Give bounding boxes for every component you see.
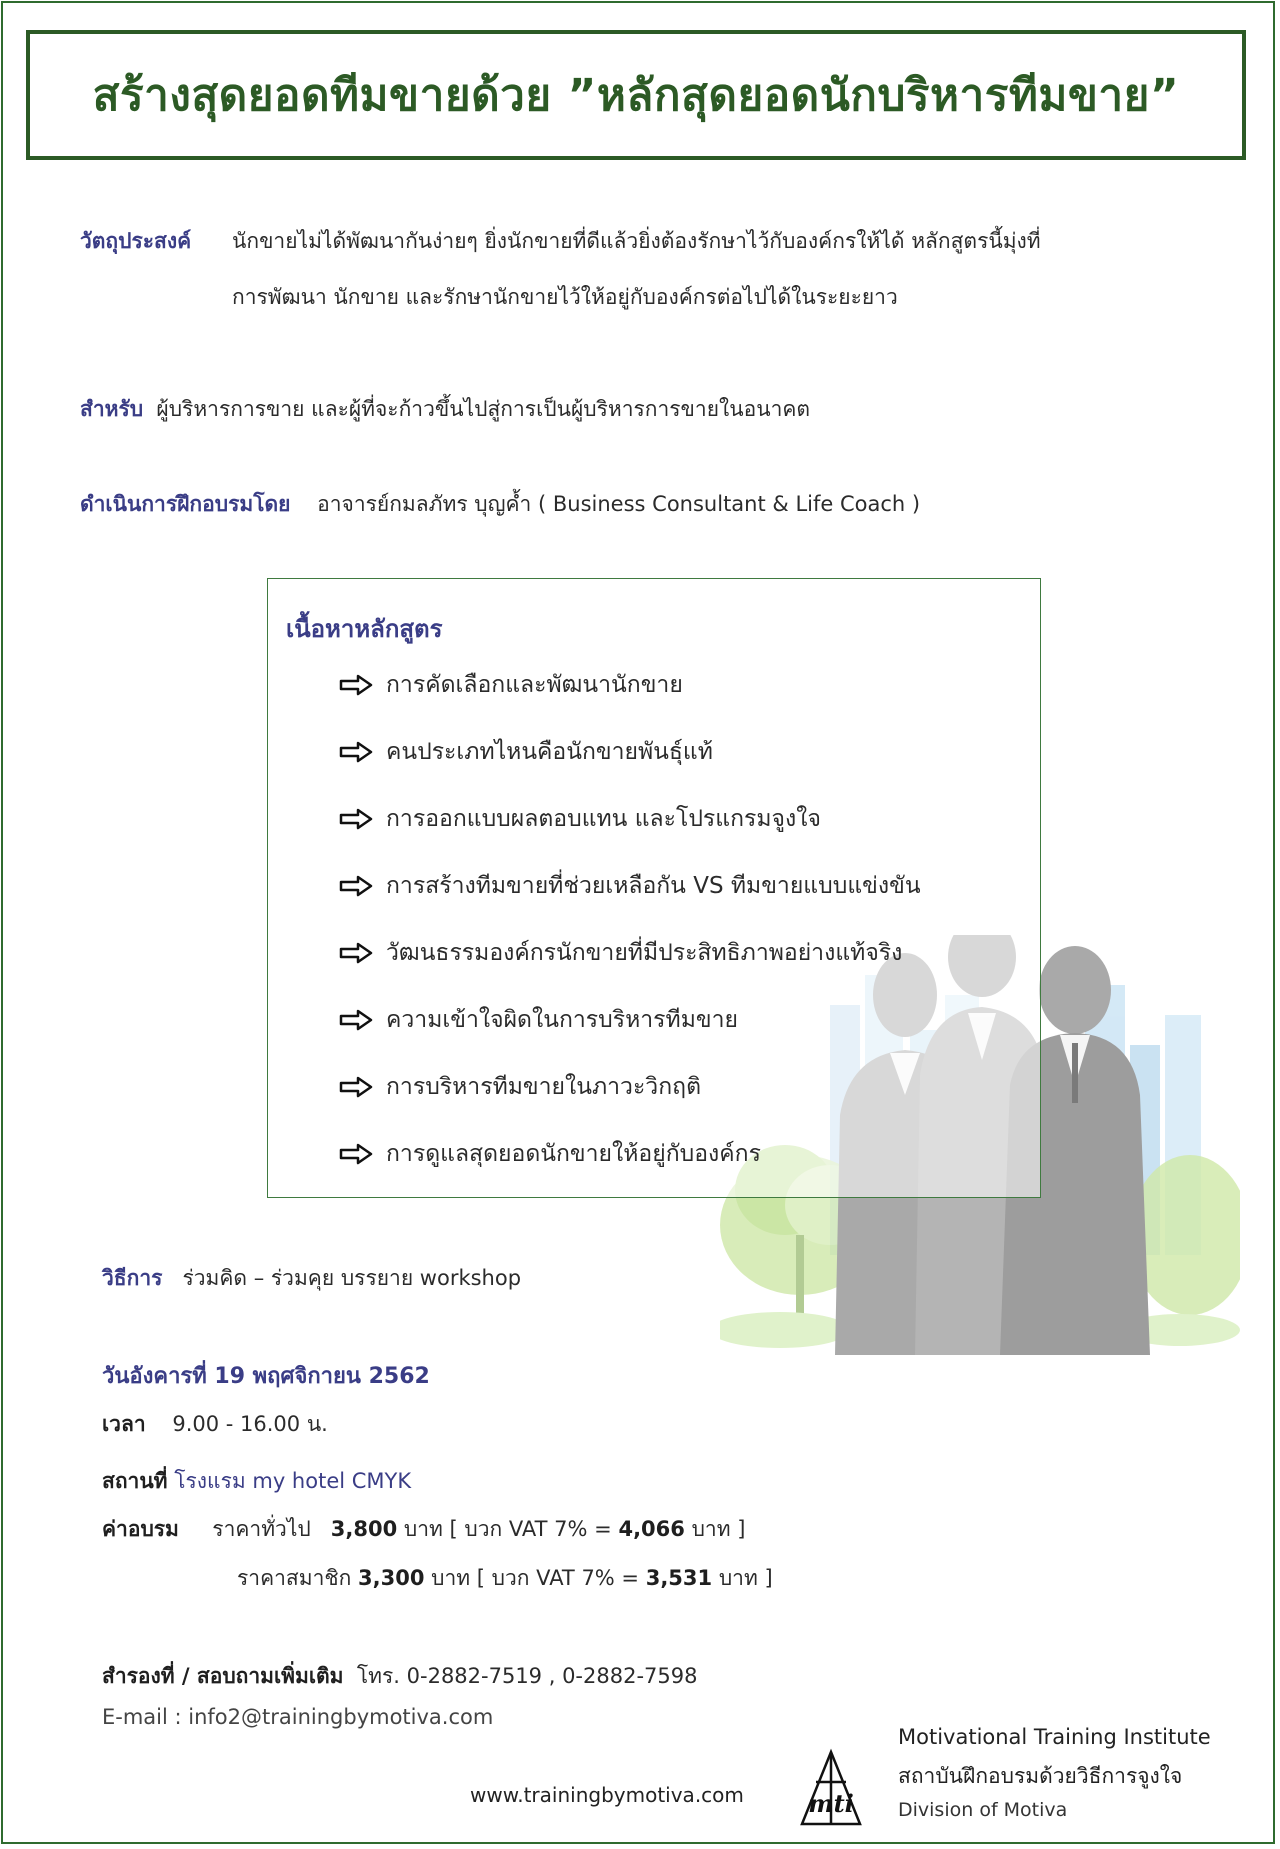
contact-section bbox=[102, 1660, 697, 1693]
fee-member-price: 3,300 bbox=[358, 1566, 425, 1590]
objective-label: วัตถุประสงค์ bbox=[80, 229, 192, 253]
course-topic bbox=[338, 868, 921, 904]
method-section bbox=[102, 1262, 521, 1295]
contact-label: สำรองที่ / สอบถามเพิ่มเติม bbox=[102, 1664, 344, 1688]
method-value: ร่วมคิด – ร่วมคุย บรรยาย workshop bbox=[182, 1266, 522, 1290]
fee-general-total: 4,066 bbox=[618, 1517, 685, 1541]
course-topic-text: วัฒนธรรมองค์กรนักขายที่มีประสิทธิภาพอย่างแท้จริง bbox=[386, 940, 903, 966]
course-topic-text: การออกแบบผลตอบแทน และโปรแกรมจูงใจ bbox=[386, 806, 821, 832]
contact-phones: โทร. 0-2882-7519 , 0-2882-7598 bbox=[356, 1664, 698, 1688]
arrow-right-icon bbox=[338, 1075, 374, 1099]
objective-section bbox=[80, 225, 1200, 309]
institute-division: Division of Motiva bbox=[898, 1799, 1068, 1821]
fee-member-row bbox=[237, 1562, 773, 1595]
arrow-right-icon bbox=[338, 807, 374, 831]
fee-label: ค่าอบรม bbox=[102, 1517, 179, 1541]
venue-label: สถานที่ bbox=[102, 1469, 168, 1493]
objective-line-2: การพัฒนา นักขาย และรักษานักขายไว้ให้อยู่กับองค์กรต่อไปได้ในระยะยาว bbox=[232, 285, 898, 309]
event-date: วันอังคารที่ 19 พฤศจิกายน 2562 bbox=[102, 1364, 430, 1389]
fee-general-vat-prefix: บาท [ บวก VAT 7% = bbox=[403, 1517, 612, 1541]
time-section bbox=[102, 1408, 328, 1441]
fee-general-label: ราคาทั่วไป bbox=[212, 1517, 311, 1541]
time-value: 9.00 - 16.00 น. bbox=[172, 1412, 328, 1436]
course-topic-text: คนประเภทไหนคือนักขายพันธุ์แท้ bbox=[386, 739, 713, 765]
course-content-title: เนื้อหาหลักสูตร bbox=[286, 615, 443, 643]
audience-label: สำหรับ bbox=[80, 397, 144, 421]
course-topic bbox=[338, 1136, 761, 1172]
fee-general-row bbox=[102, 1513, 745, 1546]
website-link[interactable]: www.trainingbymotiva.com bbox=[470, 1783, 744, 1807]
trainer-section bbox=[80, 488, 920, 521]
fee-general-price: 3,800 bbox=[330, 1517, 398, 1541]
method-label: วิธีการ bbox=[102, 1266, 163, 1290]
arrow-right-icon bbox=[338, 740, 374, 764]
logo-text: mti bbox=[808, 1789, 854, 1818]
mti-logo bbox=[798, 1748, 864, 1828]
fee-member-vat-prefix: บาท [ บวก VAT 7% = bbox=[431, 1566, 640, 1590]
contact-email[interactable]: E-mail : info2@trainingbymotiva.com bbox=[102, 1705, 494, 1729]
course-topic-text: การสร้างทีมขายที่ช่วยเหลือกัน VS ทีมขายแบบแข่งขัน bbox=[386, 873, 921, 899]
audience-value: ผู้บริหารการขาย และผู้ที่จะก้าวขึ้นไปสู่การเป็นผู้บริหารการขายในอนาคต bbox=[156, 397, 811, 421]
institute-name-th: สถาบันฝึกอบรมด้วยวิธีการจูงใจ bbox=[898, 1764, 1183, 1788]
page-title: สร้างสุดยอดทีมขายด้วย ”หลักสุดยอดนักบริหารทีมขาย” bbox=[92, 70, 1180, 121]
course-topic-text: ความเข้าใจผิดในการบริหารทีมขาย bbox=[386, 1007, 738, 1033]
course-topic bbox=[338, 1002, 738, 1038]
arrow-right-icon bbox=[338, 941, 374, 965]
course-topic bbox=[338, 667, 683, 703]
time-label: เวลา bbox=[102, 1412, 146, 1436]
course-topic bbox=[338, 734, 713, 770]
course-topic bbox=[338, 801, 821, 837]
institute-name-en: Motivational Training Institute bbox=[898, 1725, 1211, 1749]
arrow-right-icon bbox=[338, 1008, 374, 1032]
fee-member-total: 3,531 bbox=[645, 1566, 713, 1590]
arrow-right-icon bbox=[338, 1142, 374, 1166]
objective-line-1: นักขายไม่ได้พัฒนากันง่ายๆ ยิ่งนักขายที่ดีแล้วยิ่งต้องรักษาไว้กับองค์กรให้ได้ หลักสูตรนี้มุ่งที่ bbox=[232, 229, 1041, 253]
arrow-right-icon bbox=[338, 874, 374, 898]
course-topic-text: การคัดเลือกและพัฒนานักขาย bbox=[386, 672, 683, 698]
trainer-value: อาจารย์กมลภัทร บุญค้ำ ( Business Consultant & Life Coach ) bbox=[317, 492, 921, 516]
course-content-box bbox=[267, 578, 1041, 1198]
fee-member-suffix: บาท ] bbox=[718, 1566, 773, 1590]
arrow-right-icon bbox=[338, 673, 374, 697]
venue-value: โรงแรม my hotel CMYK bbox=[174, 1469, 412, 1493]
audience-section bbox=[80, 393, 810, 426]
course-topic-text: การบริหารทีมขายในภาวะวิกฤติ bbox=[386, 1074, 702, 1100]
course-topic-text: การดูแลสุดยอดนักขายให้อยู่กับองค์กร bbox=[386, 1141, 761, 1167]
trainer-label: ดำเนินการฝึกอบรมโดย bbox=[80, 492, 291, 516]
fee-member-label: ราคาสมาชิก bbox=[237, 1566, 352, 1590]
venue-section bbox=[102, 1465, 411, 1498]
course-topic bbox=[338, 935, 902, 971]
title-box bbox=[26, 30, 1246, 160]
course-topic bbox=[338, 1069, 701, 1105]
fee-general-suffix: บาท ] bbox=[691, 1517, 746, 1541]
